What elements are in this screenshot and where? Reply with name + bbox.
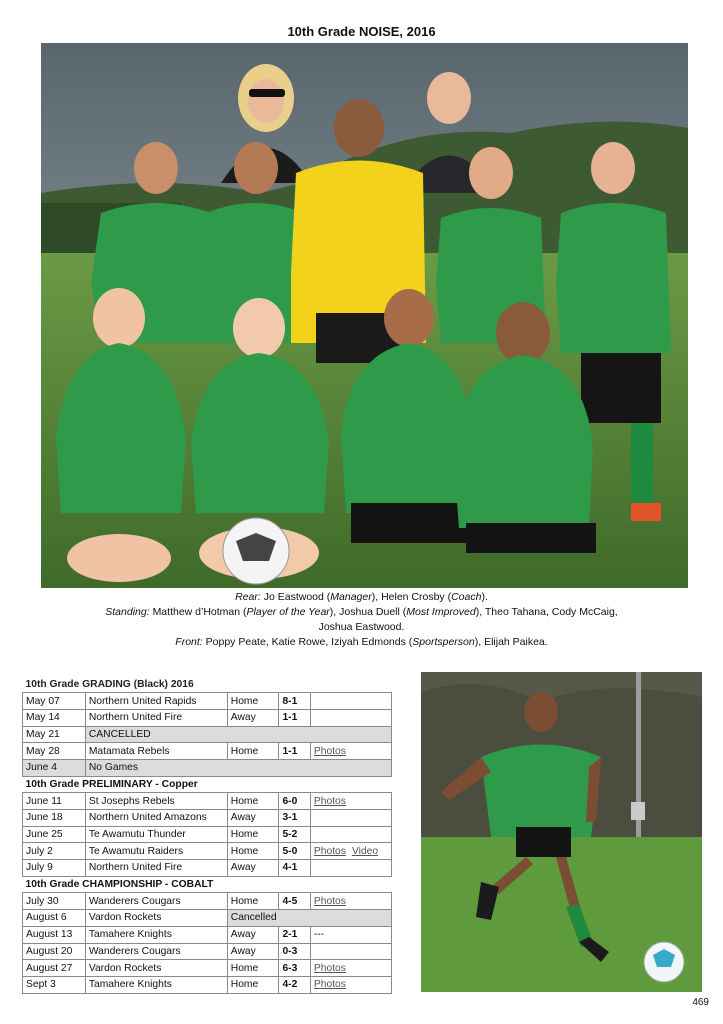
match-extra bbox=[310, 709, 391, 726]
match-venue: Home bbox=[227, 693, 279, 710]
match-venue: Away bbox=[227, 860, 279, 877]
match-opponent: St Josephs Rebels bbox=[85, 793, 227, 810]
match-extra bbox=[310, 793, 391, 810]
match-score: 5-2 bbox=[279, 826, 310, 843]
action-photo bbox=[421, 672, 702, 992]
match-venue: Home bbox=[227, 976, 279, 993]
rear-name-1: Jo Eastwood ( bbox=[263, 591, 331, 603]
table-row bbox=[23, 826, 392, 843]
table-row bbox=[23, 926, 392, 943]
match-venue: Away bbox=[227, 926, 279, 943]
match-date: August 13 bbox=[23, 926, 86, 943]
photo-caption bbox=[30, 590, 693, 650]
team-photo bbox=[41, 43, 688, 588]
match-date: July 2 bbox=[23, 843, 86, 860]
table-row-cancelled bbox=[23, 726, 392, 743]
match-extra bbox=[310, 693, 391, 710]
match-date: August 20 bbox=[23, 943, 86, 960]
match-score: 6-3 bbox=[279, 960, 310, 977]
match-date: July 30 bbox=[23, 893, 86, 910]
table-row bbox=[23, 943, 392, 960]
front-names-1: Poppy Peate, Katie Rowe, Iziyah Edmonds ( bbox=[205, 636, 413, 648]
front-names-2: ), Elijah Paikea. bbox=[474, 636, 548, 648]
match-venue: Home bbox=[227, 793, 279, 810]
table-row bbox=[23, 976, 392, 993]
match-opponent: Northern United Fire bbox=[85, 860, 227, 877]
match-date: May 14 bbox=[23, 709, 86, 726]
championship-title: 10th Grade CHAMPIONSHIP - COBALT bbox=[23, 876, 392, 893]
match-venue: Home bbox=[227, 843, 279, 860]
match-venue: Home bbox=[227, 960, 279, 977]
table-row bbox=[23, 743, 392, 760]
championship-header-row bbox=[23, 876, 392, 893]
match-score: 1-1 bbox=[279, 743, 310, 760]
table-row-cancelled bbox=[23, 910, 392, 927]
standing-name-1: Matthew d’Hotman ( bbox=[152, 606, 247, 618]
match-opponent: Northern United Fire bbox=[85, 709, 227, 726]
match-score: 4-2 bbox=[279, 976, 310, 993]
match-opponent: Te Awamutu Raiders bbox=[85, 843, 227, 860]
table-row bbox=[23, 860, 392, 877]
match-score: 0-3 bbox=[279, 943, 310, 960]
match-date: June 4 bbox=[23, 759, 86, 776]
match-venue: Home bbox=[227, 826, 279, 843]
match-date: May 21 bbox=[23, 726, 86, 743]
front-label: Front: bbox=[175, 636, 203, 648]
match-opponent: Wanderers Cougars bbox=[85, 893, 227, 910]
no-games-label: No Games bbox=[85, 759, 391, 776]
caption-standing-cont: Joshua Eastwood. bbox=[318, 621, 405, 633]
match-venue: Away bbox=[227, 943, 279, 960]
photos-link[interactable]: Photos bbox=[313, 845, 346, 857]
caption-front bbox=[30, 635, 693, 650]
match-date: August 6 bbox=[23, 910, 86, 927]
match-opponent: Vardon Rockets bbox=[85, 960, 227, 977]
standing-role-1: Player of the Year bbox=[246, 606, 330, 618]
match-extra bbox=[310, 810, 391, 827]
match-venue: Away bbox=[227, 709, 279, 726]
schedule-table bbox=[22, 676, 392, 994]
grading-title: 10th Grade GRADING (Black) 2016 bbox=[25, 678, 194, 690]
front-role-1: Sportsperson bbox=[412, 636, 475, 648]
caption-rear bbox=[30, 590, 693, 605]
match-extra bbox=[310, 860, 391, 877]
standing-label: Standing: bbox=[105, 606, 150, 618]
standing-name-2: ), Joshua Duell ( bbox=[329, 606, 407, 618]
match-score: 5-0 bbox=[279, 843, 310, 860]
photos-link[interactable]: Photos bbox=[313, 979, 346, 991]
match-score: 6-0 bbox=[279, 793, 310, 810]
match-venue: Home bbox=[227, 893, 279, 910]
match-extra bbox=[310, 843, 391, 860]
standing-role-2: Most Improved bbox=[406, 606, 476, 618]
photos-link[interactable]: Photos bbox=[313, 962, 346, 974]
rear-end: ). bbox=[481, 591, 488, 603]
photos-link[interactable]: Photos bbox=[313, 895, 346, 907]
rear-role-1: Manager bbox=[330, 591, 372, 603]
table-row bbox=[23, 843, 392, 860]
match-venue: Home bbox=[227, 743, 279, 760]
cancelled-label: Cancelled bbox=[227, 910, 391, 927]
match-extra bbox=[310, 943, 391, 960]
preliminary-header-row bbox=[23, 776, 392, 793]
match-opponent: Vardon Rockets bbox=[85, 910, 227, 927]
match-opponent: Northern United Rapids bbox=[85, 693, 227, 710]
cancelled-label: CANCELLED bbox=[85, 726, 391, 743]
photos-link[interactable]: Photos bbox=[313, 745, 346, 757]
page-number: 469 bbox=[692, 997, 709, 1008]
photos-link[interactable]: Photos bbox=[313, 795, 346, 807]
table-row bbox=[23, 693, 392, 710]
video-link[interactable]: Video bbox=[351, 845, 379, 857]
caption-standing bbox=[30, 605, 693, 620]
match-venue: Away bbox=[227, 810, 279, 827]
match-score: 8-1 bbox=[279, 693, 310, 710]
rear-label: Rear: bbox=[235, 591, 261, 603]
match-extra bbox=[310, 960, 391, 977]
grading-header-row bbox=[23, 676, 392, 693]
match-score: 1-1 bbox=[279, 709, 310, 726]
match-date: August 27 bbox=[23, 960, 86, 977]
rear-name-2: ), Helen Crosby ( bbox=[371, 591, 452, 603]
match-extra: --- bbox=[310, 926, 391, 943]
match-score: 3-1 bbox=[279, 810, 310, 827]
match-extra bbox=[310, 743, 391, 760]
table-row bbox=[23, 893, 392, 910]
preliminary-title: 10th Grade PRELIMINARY - Copper bbox=[23, 776, 392, 793]
match-opponent: Tamahere Knights bbox=[85, 926, 227, 943]
match-opponent: Te Awamutu Thunder bbox=[85, 826, 227, 843]
match-opponent: Matamata Rebels bbox=[85, 743, 227, 760]
match-date: June 18 bbox=[23, 810, 86, 827]
match-score: 4-5 bbox=[279, 893, 310, 910]
table-row bbox=[23, 793, 392, 810]
rear-role-2: Coach bbox=[451, 591, 482, 603]
match-extra bbox=[310, 893, 391, 910]
match-extra bbox=[310, 976, 391, 993]
match-date: May 28 bbox=[23, 743, 86, 760]
match-opponent: Wanderers Cougars bbox=[85, 943, 227, 960]
match-opponent: Northern United Amazons bbox=[85, 810, 227, 827]
match-extra bbox=[310, 826, 391, 843]
table-row bbox=[23, 709, 392, 726]
match-opponent: Tamahere Knights bbox=[85, 976, 227, 993]
match-date: May 07 bbox=[23, 693, 86, 710]
table-row bbox=[23, 810, 392, 827]
match-date: July 9 bbox=[23, 860, 86, 877]
match-score: 4-1 bbox=[279, 860, 310, 877]
page-title: 10th Grade NOISE, 2016 bbox=[287, 24, 436, 39]
match-date: June 25 bbox=[23, 826, 86, 843]
match-score: 2-1 bbox=[279, 926, 310, 943]
match-date: June 11 bbox=[23, 793, 86, 810]
table-row-no-games bbox=[23, 759, 392, 776]
match-date: Sept 3 bbox=[23, 976, 86, 993]
table-row bbox=[23, 960, 392, 977]
standing-names-3: ), Theo Tahana, Cody McCaig, bbox=[475, 606, 618, 618]
